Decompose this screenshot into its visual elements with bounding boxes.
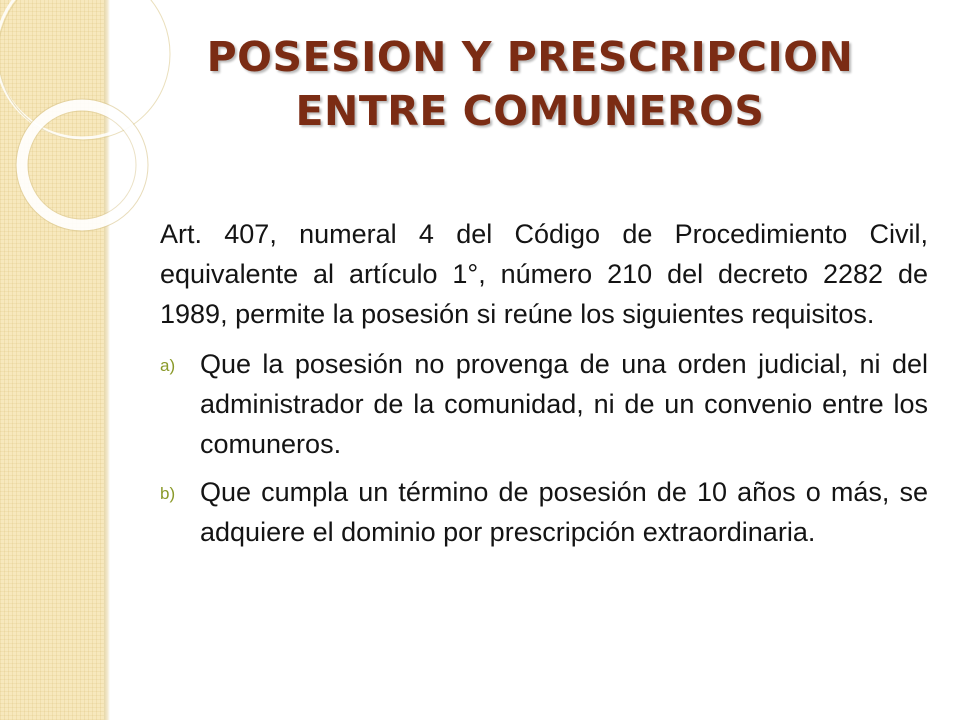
list-marker: a)	[160, 356, 176, 375]
list-item-text: Que cumpla un término de posesión de 10 años o más, se adquiere el dominio por prescripción extraordinaria.	[200, 477, 928, 547]
list-marker: b)	[160, 484, 176, 503]
list-item-text: Que la posesión no provenga de una orden judicial, ni del administrador de la comunidad, ni de un convenio entre los comuneros.	[200, 349, 928, 459]
list-item	[160, 344, 928, 464]
decorative-ring-small-inner	[28, 111, 136, 219]
slide-body	[160, 214, 928, 560]
requirements-list	[160, 344, 928, 552]
intro-paragraph: Art. 407, numeral 4 del Código de Procedimiento Civil, equivalente al artículo 1°, número 210 del decreto 2282 de 1989, permite la posesión si reúne los siguientes requisitos.	[160, 219, 928, 329]
slide-title	[130, 30, 930, 138]
title-line-1: POSESION Y PRESCRIPCION	[206, 33, 854, 81]
decorative-ring-small	[22, 105, 142, 225]
title-line-2: ENTRE COMUNEROS	[295, 87, 765, 135]
list-item	[160, 472, 928, 552]
